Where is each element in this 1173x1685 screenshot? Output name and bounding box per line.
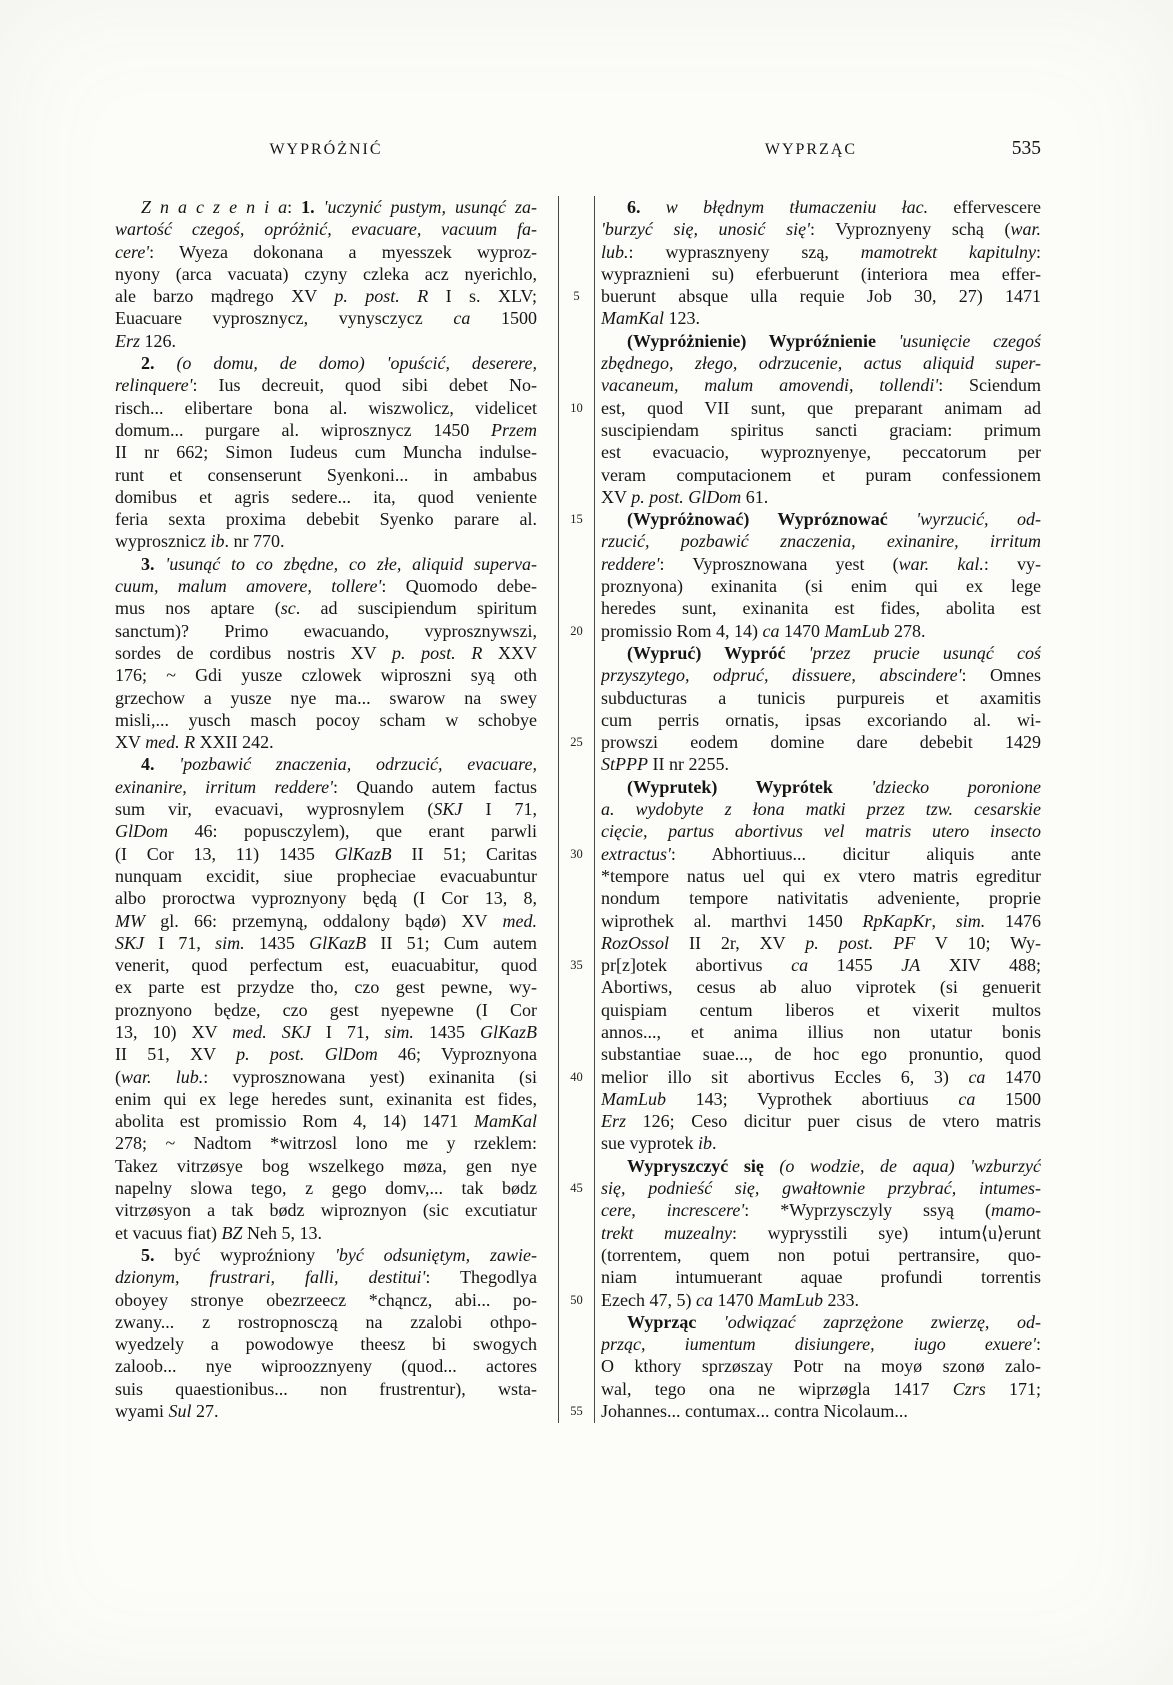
text-line: RozOssol II 2r, XV p. post. PF V 10; Wy- bbox=[601, 932, 1041, 953]
text-line: GlDom 46: popusczylem), que erant parwli bbox=[115, 821, 537, 842]
text-line: est, quod VII sunt, que preparant animam ad bbox=[601, 397, 1041, 418]
text-line: Abortiws, cesus ab aluo viprotek (si genuerit bbox=[601, 977, 1041, 998]
text-line: wyami Sul 27. bbox=[115, 1401, 219, 1422]
paragraph bbox=[115, 1244, 537, 1422]
text-line: cere': Wyeza dokonana a myesszek wyproz- bbox=[115, 241, 537, 262]
text-line: zaloob... nye wiproozznyeny (quod... actores bbox=[115, 1356, 537, 1377]
text-line: (I Cor 13, 11) 1435 GlKazB II 51; Caritas bbox=[115, 843, 537, 864]
text-line: dzionym, frustrari, falli, destitui': Thegodlya bbox=[115, 1267, 537, 1288]
text-line: quispiam centum liberos et vixerit multos bbox=[601, 999, 1041, 1020]
paragraph bbox=[115, 196, 537, 352]
text-line: a. wydobyte z łona matki przez tzw. cesarskie bbox=[601, 799, 1041, 820]
text-line: XV p. post. GlDom 61. bbox=[601, 486, 769, 507]
text-line: (torrentem, quem non potui pertransire, quo- bbox=[601, 1244, 1041, 1265]
line-number-gutter bbox=[558, 196, 595, 1423]
text-line: Wypryszczyć się (o wodzie, de aqua) 'wzburzyć bbox=[627, 1155, 1041, 1176]
paragraph bbox=[601, 508, 1041, 642]
text-line: suscipiendam spiritus sancti graciam: primum bbox=[601, 419, 1041, 440]
text-line: (Wypróżnienie) Wypróźnienie 'usunięcie czegoś bbox=[627, 330, 1041, 351]
text-line: proznyono będze, czo gest nyepewne (I Cor bbox=[115, 999, 537, 1020]
text-line: wypraznieni su) eferbuerunt (interiora mea effer- bbox=[601, 263, 1041, 284]
text-line: przyszytego, odpruć, dissuere, abscindere': Omnes bbox=[601, 665, 1041, 686]
text-line: Takez vitrzøsye bog wszelkego møza, gen nye bbox=[115, 1155, 537, 1176]
text-line: cere, increscere': *Wyprzysczyly ssyą (mamo- bbox=[601, 1200, 1041, 1221]
text-line: (Wyprutek) Wyprótek 'dziecko poronione bbox=[627, 776, 1041, 797]
text-line: niam intumuerant aquae profundi torrentis bbox=[601, 1267, 1041, 1288]
text-line: risch... elibertare bona al. wiszwolicz, videlicet bbox=[115, 397, 537, 418]
text-line: abolita est promissio Rom 4, 14) 1471 MamKal bbox=[115, 1111, 537, 1132]
left-text-column bbox=[115, 196, 537, 1422]
text-line: MamLub 143; Vyprothek abortiuus ca 1500 bbox=[601, 1088, 1041, 1109]
text-line: sanctum)? Primo ewacuando, vyprosznywszi, bbox=[115, 620, 537, 641]
text-line: nyony (arca vacuata) czyny czleka acz nyerichlo, bbox=[115, 263, 537, 284]
text-line: 6. w błędnym tłumaczeniu łac. effervescere bbox=[627, 197, 1041, 217]
text-line: prząc, iumentum disiungere, iugo exuere': bbox=[601, 1334, 1041, 1355]
text-line: grzechow a yusze nye ma... swarow na swey bbox=[115, 687, 537, 708]
paragraph bbox=[601, 642, 1041, 776]
text-line: II 51, XV p. post. GlDom 46; Vyproznyona bbox=[115, 1044, 537, 1065]
text-line: (Wypróżnować) Wypróznować 'wyrzucić, od- bbox=[627, 509, 1041, 530]
text-line: O kthory sprzøszay Potr na moyø szonø zalo- bbox=[601, 1356, 1041, 1377]
text-line: StPPP II nr 2255. bbox=[601, 754, 729, 775]
paragraph bbox=[115, 553, 537, 754]
text-line: wyedzely a powodowye theesz bi swogych bbox=[115, 1334, 537, 1355]
text-line: zbędnego, złego, odrzucenie, actus aliquid super- bbox=[601, 353, 1041, 374]
text-line: vacaneum, malum amovendi, tollendi': Sciendum bbox=[601, 375, 1041, 396]
text-line: 3. 'usunąć to co zbędne, co złe, aliquid superva- bbox=[141, 553, 537, 574]
text-line: 4. 'pozbawić znaczenia, odrzucić, evacuare, bbox=[141, 754, 537, 775]
text-line: lub.: wyprasznyeny szą, mamotrekt kapitulny: bbox=[601, 241, 1041, 262]
text-line: oboyey stronye obezrzeecz *chąncz, abi... po- bbox=[115, 1289, 537, 1310]
line-number: 20 bbox=[570, 623, 583, 638]
text-line: proznyona) exinanita (si enim qui ex lege bbox=[601, 576, 1041, 597]
text-line: heredes sunt, exinanita est fides, abolita est bbox=[601, 598, 1041, 619]
text-line: 2. (o domu, de domo) 'opuścić, deserere, bbox=[141, 353, 537, 374]
text-line: ale barzo mądrego XV p. post. R I s. XLV; bbox=[115, 286, 537, 307]
text-line: napelny slowa tego, z gego domv,... tak bødz bbox=[115, 1178, 537, 1199]
text-line: 176; ~ Gdi yusze czlowek wiproszni syą oth bbox=[115, 665, 537, 686]
page-number: 535 bbox=[1011, 138, 1041, 159]
text-line: cięcie, partus abortivus vel matris utero insecto bbox=[601, 821, 1041, 842]
text-line: misli,... yusch masch pocoy scham w schobye bbox=[115, 709, 537, 730]
line-number: 25 bbox=[570, 735, 583, 750]
text-line: relinquere': Ius decreuit, quod sibi debet No- bbox=[115, 375, 537, 396]
line-number: 30 bbox=[570, 846, 583, 861]
text-line: reddere': Vyprosznowana yest (war. kal.: vy- bbox=[601, 553, 1041, 574]
text-line: Erz 126. bbox=[115, 330, 177, 351]
text-line: 13, 10) XV med. SKJ I 71, sim. 1435 GlKazB bbox=[115, 1021, 537, 1042]
text-line: buerunt absque ulla requie Job 30, 27) 1471 bbox=[601, 286, 1041, 307]
text-line: wartość czegoś, opróżnić, evacuare, vacuum fa- bbox=[115, 219, 537, 240]
text-line: Ezech 47, 5) ca 1470 MamLub 233. bbox=[601, 1289, 859, 1310]
text-line: domum... purgare al. wiprosznycz 1450 Przem bbox=[115, 419, 537, 440]
text-line: mus nos aptare (sc. ad suscipiendum spiritum bbox=[115, 598, 537, 619]
text-line: veram computacionem et puram confessionem bbox=[601, 464, 1041, 485]
text-line: 5. być wyproźniony 'być odsuniętym, zawie- bbox=[141, 1244, 537, 1265]
running-header-left: WYPRÓŻNIĆ bbox=[269, 141, 383, 158]
text-line: 278; ~ Nadtom *witrzosl lono me y rzeklem: bbox=[115, 1133, 537, 1154]
text-line: suis quaestionibus... non frustrentur), wsta- bbox=[115, 1378, 537, 1399]
text-line: cuum, malum amovere, tollere': Quomodo debe- bbox=[115, 576, 537, 597]
paragraph bbox=[601, 1311, 1041, 1422]
text-line: (war. lub.: vyprosznowana yest) exinanita (si bbox=[115, 1066, 537, 1087]
text-line: extractus': Abhortiuus... dicitur aliquis ante bbox=[601, 843, 1041, 864]
line-number: 55 bbox=[570, 1404, 583, 1419]
column-divider-rule-right bbox=[594, 196, 595, 1423]
text-line: et vacuus fiat) BZ Neh 5, 13. bbox=[115, 1222, 322, 1243]
text-line: substantiae suae..., de hoc ego pronuntio, quod bbox=[601, 1044, 1041, 1065]
text-line: annos..., et anima illius non utatur bonis bbox=[601, 1021, 1041, 1042]
line-number: 10 bbox=[570, 400, 583, 415]
line-number: 40 bbox=[570, 1069, 583, 1084]
text-line: nondum tempore nativitatis adveniente, proprie bbox=[601, 888, 1041, 909]
text-line: melior illo sit abortivus Eccles 6, 3) ca 1470 bbox=[601, 1066, 1041, 1087]
text-line: est evacuacio, wyproznyenye, peccatorum per bbox=[601, 442, 1041, 463]
text-line: rzucić, pozbawić znaczenia, exinanire, irritum bbox=[601, 531, 1041, 552]
text-line: Z n a c z e n i a: 1. 'uczynić pustym, usunąć za- bbox=[141, 197, 537, 217]
line-number: 5 bbox=[573, 289, 580, 304]
text-line: 'burzyć się, unosić się': Vyproznyeny schą (war. bbox=[601, 219, 1041, 240]
paragraph bbox=[115, 753, 537, 1244]
paragraph bbox=[115, 352, 537, 553]
line-number: 15 bbox=[570, 512, 583, 527]
text-line: Johannes... contumax... contra Nicolaum... bbox=[601, 1401, 908, 1422]
text-line: feria sexta proxima debebit Syenko parare al. bbox=[115, 509, 537, 530]
text-line: wal, tego ona ne wiprzøgla 1417 Czrs 171; bbox=[601, 1378, 1041, 1399]
text-line: (Wypruć) Wypróć 'przez prucie usunąć coś bbox=[627, 642, 1041, 663]
text-line: ex parte est przydze tho, czo gest pewne, wy- bbox=[115, 977, 537, 998]
text-line: exinanire, irritum reddere': Quando autem factus bbox=[115, 776, 537, 797]
text-line: SKJ I 71, sim. 1435 GlKazB II 51; Cum autem bbox=[115, 932, 537, 953]
text-line: subducturas a tunicis purpureis et axamitis bbox=[601, 687, 1041, 708]
text-line: MW gl. 66: przemyną, oddalony bądø) XV med. bbox=[115, 910, 537, 931]
text-line: venerit, quod perfectum est, euacuabitur, quod bbox=[115, 955, 537, 976]
text-line: nunquam excidit, siue propheciae evacuabuntur bbox=[115, 865, 537, 886]
text-line: wiprothek al. marthvi 1450 RpKapKr, sim. 1476 bbox=[601, 910, 1041, 931]
text-line: zwany... z rostropnosczą na zzalobi othpo- bbox=[115, 1311, 537, 1332]
line-number: 35 bbox=[570, 958, 583, 973]
text-line: enim qui ex lege heredes sunt, exinanita est fides, bbox=[115, 1088, 537, 1109]
text-line: prowszi eodem domine dare debebit 1429 bbox=[601, 732, 1041, 753]
text-line: domibus et agris sedere... ita, quod veniente bbox=[115, 486, 537, 507]
text-line: XV med. R XXII 242. bbox=[115, 732, 274, 753]
text-line: pr[z]otek abortivus ca 1455 JA XIV 488; bbox=[601, 955, 1041, 976]
running-header-right: WYPRZĄC bbox=[764, 141, 858, 158]
text-line: promissio Rom 4, 14) ca 1470 MamLub 278. bbox=[601, 620, 926, 641]
text-line: vitrzøsyon a tak bødz wiproznyon (sic excutiatur bbox=[115, 1200, 537, 1221]
text-line: trekt muzealny: wyprysstili sye) intum⟨u⟩erunt bbox=[601, 1222, 1041, 1243]
text-line: Euacuare vyprosznycz, vynysczycz ca 1500 bbox=[115, 308, 537, 329]
paragraph bbox=[601, 776, 1041, 1155]
text-line: sue vyprotek ib. bbox=[601, 1133, 717, 1154]
text-line: runt et consenserunt Syenkoni... in ambabus bbox=[115, 464, 537, 485]
line-number: 45 bbox=[570, 1181, 583, 1196]
text-line: sum vir, evacuavi, wyprosnylem (SKJ I 71, bbox=[115, 799, 537, 820]
text-line: cum perris ornatis, ipsas excoriando al. wi- bbox=[601, 709, 1041, 730]
text-line: sordes de cordibus nostris XV p. post. R XXV bbox=[115, 642, 537, 663]
text-line: się, podnieść się, gwałtownie przybrać, intumes- bbox=[601, 1178, 1041, 1199]
text-line: MamKal 123. bbox=[601, 308, 700, 329]
right-text-column bbox=[601, 196, 1041, 1422]
text-line: Wyprząc 'odwiązać zaprzężone zwierzę, od- bbox=[627, 1311, 1041, 1332]
text-line: Erz 126; Ceso dicitur puer cisus de vtero matris bbox=[601, 1111, 1041, 1132]
text-line: wyprosznicz ib. nr 770. bbox=[115, 531, 285, 552]
text-line: *tempore natus uel qui ex vtero matris egreditur bbox=[601, 865, 1041, 886]
paragraph bbox=[601, 1155, 1041, 1311]
paragraph bbox=[601, 196, 1041, 330]
text-line: albo proroctwa vyproznyony będą (I Cor 13, 8, bbox=[115, 888, 537, 909]
text-line: II nr 662; Simon Iudeus cum Muncha indulse- bbox=[115, 442, 537, 463]
paragraph bbox=[601, 330, 1041, 508]
line-number: 50 bbox=[570, 1292, 583, 1307]
